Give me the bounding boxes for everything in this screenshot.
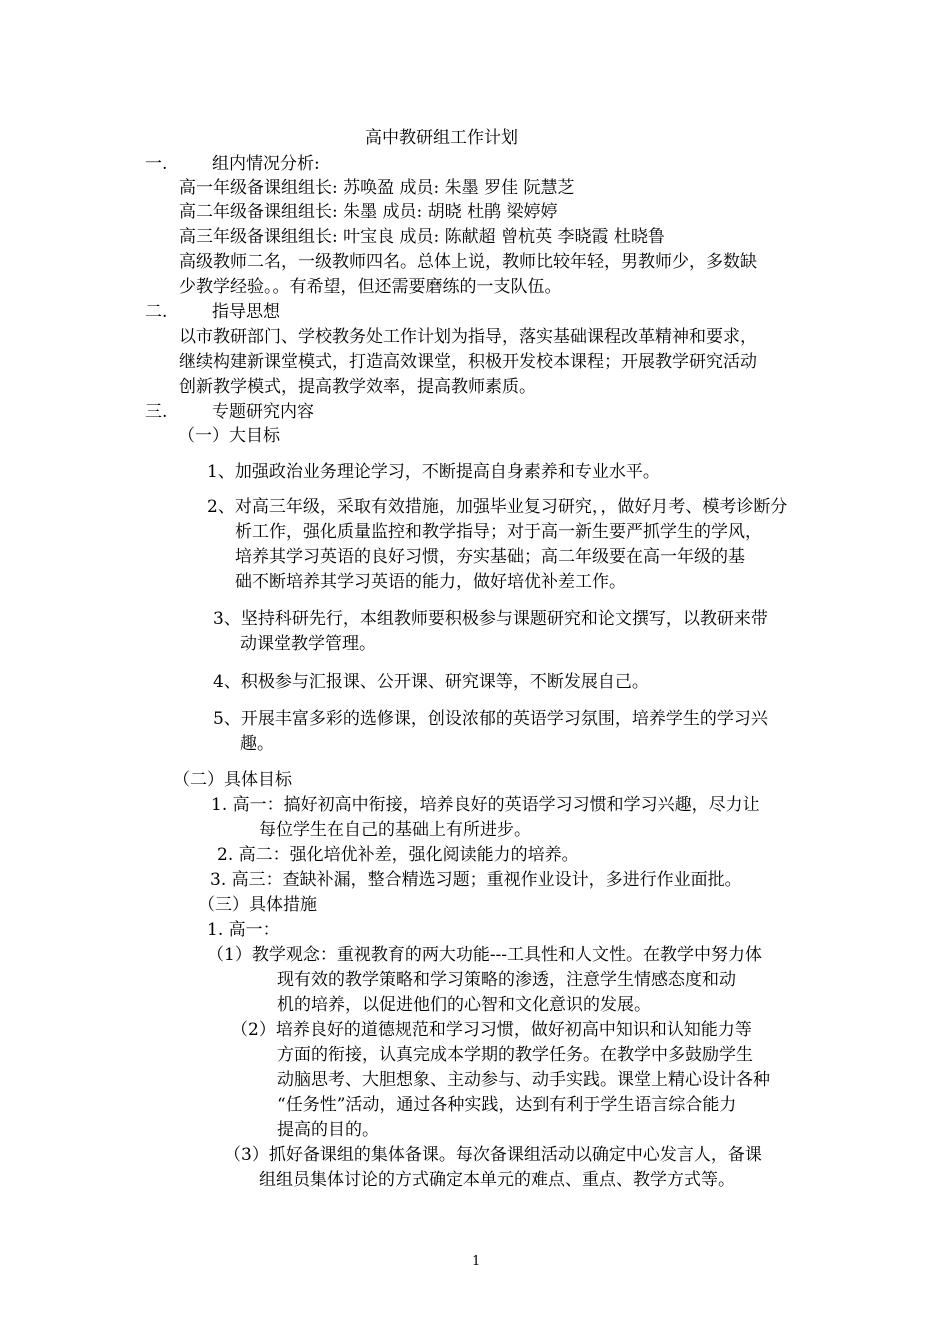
measure-grade-1: 1. 高一： <box>207 920 280 940</box>
measure-2-line-2: 方面的衔接，认真完成本学期的教学任务。在教学中多鼓励学生 <box>277 1045 753 1065</box>
section-2-number: 二. <box>145 302 168 322</box>
goal-item-2-line-3: 培养其学习英语的良好习惯，夯实基础；高二年级要在高一年级的基 <box>235 547 745 567</box>
measure-1-line-2: 现有效的教学策略和学习策略的渗透，注意学生情感态度和动 <box>277 970 736 990</box>
section-1-number: 一. <box>145 154 168 174</box>
specific-goal-2: 2. 高二：强化培优补差，强化阅读能力的培养。 <box>217 845 579 865</box>
measure-2-line-3: 动脑思考、大胆想象、主动参与、动手实践。课堂上精心设计各种 <box>277 1070 770 1090</box>
grade-2-group: 高二年级备课组组长: 朱墨 成员: 胡晓 杜鹃 梁婷婷 <box>179 202 558 222</box>
measure-3-line-2: 组组员集体讨论的方式确定本单元的难点、重点、教学方式等。 <box>259 1170 735 1190</box>
goal-item-1: 1、加强政治业务理论学习，不断提高自身素养和专业水平。 <box>207 462 660 482</box>
subsection-major-goals: （一）大目标 <box>178 426 280 446</box>
section-2-heading: 指导思想 <box>212 302 280 322</box>
measure-3-line-1: （3）抓好备课组的集体备课。每次备课组活动以确定中心发言人，备课 <box>224 1145 762 1165</box>
guideline-line-2: 继续构建新课堂模式，打造高效课堂，积极开发校本课程；开展教学研究活动 <box>179 352 757 372</box>
goal-item-5-line-2: 趣。 <box>240 734 274 754</box>
guideline-line-1: 以市教研部门、学校教务处工作计划为指导，落实基础课程改革精神和要求， <box>179 327 757 347</box>
specific-goal-1-line-1: 1. 高一：搞好初高中衔接，培养良好的英语学习习惯和学习兴趣，尽力让 <box>211 795 760 815</box>
measure-1-line-1: （1）教学观念：重视教育的两大功能---工具性和人文性。在教学中努力体 <box>207 945 763 965</box>
goal-item-2-line-1: 2、对高三年级，采取有效措施，加强毕业复习研究，，做好月考、模考诊断分 <box>207 497 788 517</box>
subsection-measures: （三）具体措施 <box>198 895 317 915</box>
guideline-line-3: 创新教学模式，提高教学效率，提高教师素质。 <box>179 377 536 397</box>
goal-item-2-line-2: 析工作，强化质量监控和教学指导；对于高一新生要严抓学生的学风， <box>235 522 762 542</box>
measure-2-line-1: （2）培养良好的道德规范和学习习惯，做好初高中知识和认知能力等 <box>231 1020 752 1040</box>
page-number: 1 <box>472 1254 481 1269</box>
goal-item-3-line-1: 3、坚持科研先行，本组教师要积极参与课题研究和论文撰写，以教研来带 <box>213 609 768 629</box>
goal-item-3-line-2: 动课堂教学管理。 <box>240 634 376 654</box>
measure-1-line-3: 机的培养，以促进他们的心智和文化意识的发展。 <box>277 995 651 1015</box>
goal-item-2-line-4: 础不断培养其学习英语的能力，做好培优补差工作。 <box>235 572 626 592</box>
measure-2-line-5: 提高的目的。 <box>277 1120 379 1140</box>
staff-summary-line-1: 高级教师二名，一级教师四名。总体上说，教师比较年轻，男教师少，多数缺 <box>179 252 757 272</box>
measure-2-line-4: “任务性”活动，通过各种实践，达到有利于学生语言综合能力 <box>277 1095 737 1115</box>
grade-3-group: 高三年级备课组组长: 叶宝良 成员: 陈献超 曾杭英 李晓霞 杜晓鲁 <box>179 227 665 247</box>
grade-1-group: 高一年级备课组组长: 苏唤盈 成员: 朱墨 罗佳 阮慧芝 <box>179 178 575 198</box>
document-title: 高中教研组工作计划 <box>365 128 518 148</box>
section-3-number: 三. <box>145 402 168 422</box>
goal-item-4: 4、积极参与汇报课、公开课、研究课等，不断发展自己。 <box>213 672 649 692</box>
specific-goal-3: 3. 高三：查缺补漏，整合精选习题；重视作业设计，多进行作业面批。 <box>210 870 742 890</box>
specific-goal-1-line-2: 每位学生在自己的基础上有所进步。 <box>259 820 531 840</box>
section-1-heading: 组内情况分析: <box>212 154 320 174</box>
staff-summary-line-2: 少教学经验。。有希望，但还需要磨练的一支队伍。 <box>179 277 562 297</box>
subsection-specific-goals: （二）具体目标 <box>173 770 292 790</box>
goal-item-5-line-1: 5、开展丰富多彩的选修课，创设浓郁的英语学习氛围，培养学生的学习兴 <box>213 709 768 729</box>
section-3-heading: 专题研究内容 <box>212 402 314 422</box>
